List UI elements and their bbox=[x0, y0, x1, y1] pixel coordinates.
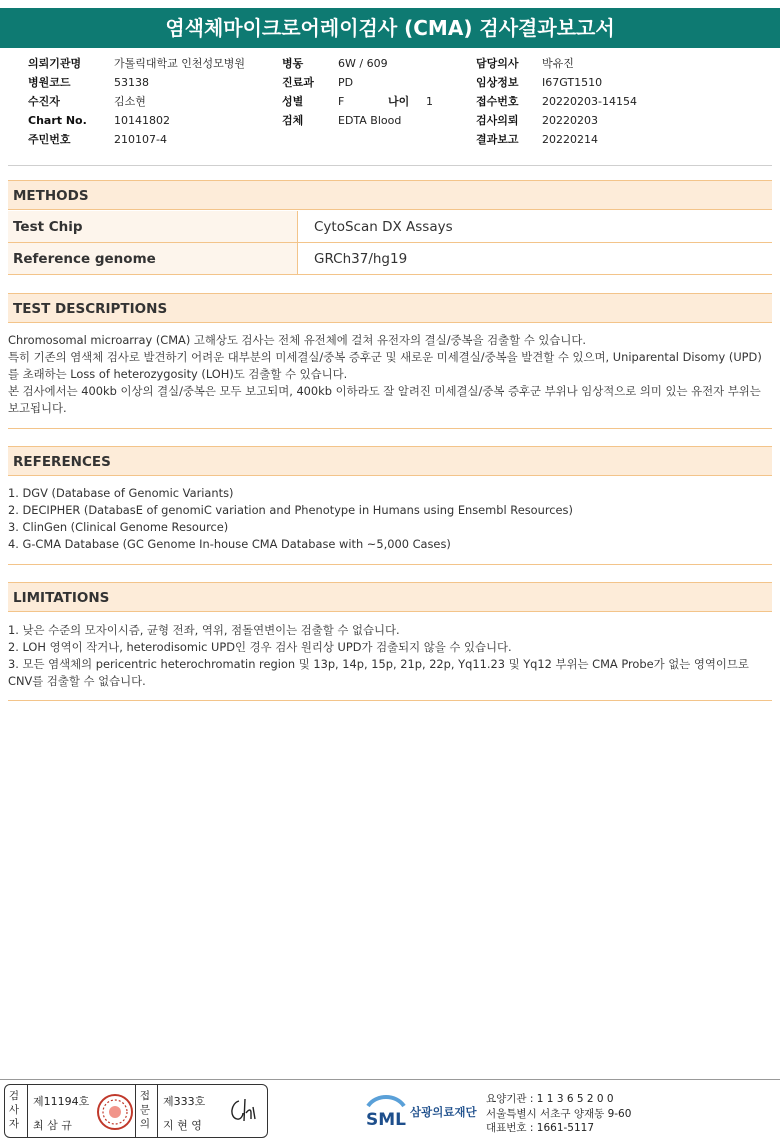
sml-logo bbox=[364, 1092, 408, 1136]
seal-icon bbox=[95, 1092, 135, 1135]
info-col-3 bbox=[476, 54, 637, 149]
list-item: 2. LOH 영역이 작거나, heterodisomic UPD인 경우 검사 원리상 UPD가 검출되지 않을 수 있습니다. bbox=[8, 640, 512, 654]
list-item: 3. ClinGen (Clinical Genome Resource) bbox=[8, 520, 229, 534]
box-divider bbox=[157, 1085, 158, 1137]
list-item: 2. DECIPHER (DatabasE of genomiC variation and Phenotype in Humans using Ensembl Resources) bbox=[8, 503, 573, 517]
list-item: 3. 모든 염색체의 pericentric heterochromatin region 및 13p, 14p, 15p, 21p, 22p, Yq11.23 및 Yq12 부위는 CMA Probe가 없는 영역이므로 CNV를 검출할 수 없습니다. bbox=[8, 657, 749, 688]
info-value: 20220214 bbox=[542, 133, 598, 146]
logo-text: SML bbox=[366, 1110, 406, 1130]
section-divider bbox=[8, 700, 772, 701]
header-divider bbox=[8, 165, 772, 166]
info-value: 210107-4 bbox=[114, 133, 167, 146]
info-value: 20220203-14154 bbox=[542, 95, 637, 108]
test-descriptions-heading: TEST DESCRIPTIONS bbox=[8, 293, 772, 323]
info-col-2 bbox=[282, 54, 433, 130]
info-label: 수진자 bbox=[28, 95, 60, 108]
limitations-list bbox=[8, 622, 772, 690]
section-divider bbox=[8, 564, 772, 565]
tester-name: 최 삼 규 bbox=[33, 1119, 72, 1132]
test-descriptions-body bbox=[8, 332, 772, 417]
info-value: 가톨릭대학교 인천성모병원 bbox=[114, 57, 246, 70]
box-divider bbox=[27, 1085, 28, 1137]
info-label: 임상정보 bbox=[476, 76, 519, 89]
list-item: 4. G-CMA Database (GC Genome In-house CMA Database with ~5,000 Cases) bbox=[8, 537, 451, 551]
info-value: 김소현 bbox=[114, 95, 146, 108]
info-col-1 bbox=[28, 54, 245, 149]
info-label: 검사의뢰 bbox=[476, 114, 519, 127]
list-item: 1. 낮은 수준의 모자이시즘, 균형 전좌, 역위, 점돌연변이는 검출할 수 없습니다. bbox=[8, 623, 400, 637]
reviewer-label: 접문의 bbox=[139, 1090, 151, 1130]
age-value: 1 bbox=[426, 95, 433, 108]
info-label: 결과보고 bbox=[476, 133, 519, 146]
info-value: 53138 bbox=[114, 76, 149, 89]
info-label: 담당의사 bbox=[476, 57, 519, 70]
info-label: 병원코드 bbox=[28, 76, 71, 89]
list-item: 1. DGV (Database of Genomic Variants) bbox=[8, 486, 234, 500]
methods-key: Reference genome bbox=[8, 243, 298, 275]
age-label: 나이 bbox=[388, 95, 410, 108]
info-label: Chart No. bbox=[28, 114, 87, 127]
info-label: 성별 bbox=[282, 95, 304, 108]
info-label: 병동 bbox=[282, 57, 304, 70]
org-name: 삼광의료재단 bbox=[410, 1105, 477, 1119]
info-value: 20220203 bbox=[542, 114, 598, 127]
info-value: 6W / 609 bbox=[338, 57, 388, 70]
info-label: 의뢰기관명 bbox=[28, 57, 82, 70]
methods-heading: METHODS bbox=[8, 180, 772, 210]
tester-license: 제11194호 bbox=[33, 1095, 90, 1108]
org-contact bbox=[486, 1092, 631, 1136]
methods-key: Test Chip bbox=[8, 211, 298, 243]
signature-icon bbox=[225, 1095, 261, 1130]
methods-value: GRCh37/hg19 bbox=[298, 243, 773, 275]
info-value: EDTA Blood bbox=[338, 114, 402, 127]
info-label: 주민번호 bbox=[28, 133, 71, 146]
methods-table bbox=[8, 211, 772, 275]
reviewer-license: 제333호 bbox=[163, 1095, 206, 1108]
report-title: 염색체마이크로어레이검사 (CMA) 검사결과보고서 bbox=[0, 8, 780, 48]
references-heading: REFERENCES bbox=[8, 446, 772, 476]
limitations-heading: LIMITATIONS bbox=[8, 582, 772, 612]
info-value: 10141802 bbox=[114, 114, 170, 127]
table-row bbox=[8, 211, 772, 243]
info-label: 검체 bbox=[282, 114, 304, 127]
info-value: 박유진 bbox=[542, 57, 574, 70]
description-paragraph: Chromosomal microarray (CMA) 고해상도 검사는 전체 유전체에 걸쳐 유전자의 결실/중복을 검출할 수 있습니다. bbox=[8, 333, 587, 347]
description-paragraph: 특히 기존의 염색체 검사로 발견하기 어려운 대부분의 미세결실/중복 증후군 및 새로운 미세결실/중복을 발견할 수 있으며, Uniparental Disomy (UPD)를 초래하는 Loss of heterozygosity (LOH)도 검출할 수 있습니다. bbox=[8, 350, 762, 381]
table-row bbox=[8, 243, 772, 275]
institution-code: 요양기관 : 1 1 3 6 5 2 0 0 bbox=[486, 1093, 614, 1105]
info-value: PD bbox=[338, 76, 354, 89]
info-value: F bbox=[338, 95, 345, 108]
phone: 대표번호 : 1661-5117 bbox=[486, 1122, 595, 1134]
tester-label: 검사자 bbox=[8, 1090, 20, 1130]
info-value: I67GT1510 bbox=[542, 76, 603, 89]
info-label: 진료과 bbox=[282, 76, 314, 89]
signature-box bbox=[4, 1084, 268, 1138]
box-divider bbox=[135, 1085, 136, 1137]
references-list bbox=[8, 485, 772, 553]
footer-divider bbox=[0, 1079, 780, 1080]
info-label: 접수번호 bbox=[476, 95, 519, 108]
reviewer-name: 지 현 영 bbox=[163, 1119, 202, 1132]
description-paragraph: 본 검사에서는 400kb 이상의 결실/중복은 모두 보고되며, 400kb 이하라도 잘 알려진 미세결실/중복 증후군 부위나 임상적으로 의미 있는 유전자 부위는 보고됩니다. bbox=[8, 384, 761, 415]
section-divider bbox=[8, 428, 772, 429]
address: 서울특별시 서초구 양재동 9-60 bbox=[486, 1107, 632, 1120]
methods-value: CytoScan DX Assays bbox=[298, 211, 773, 243]
